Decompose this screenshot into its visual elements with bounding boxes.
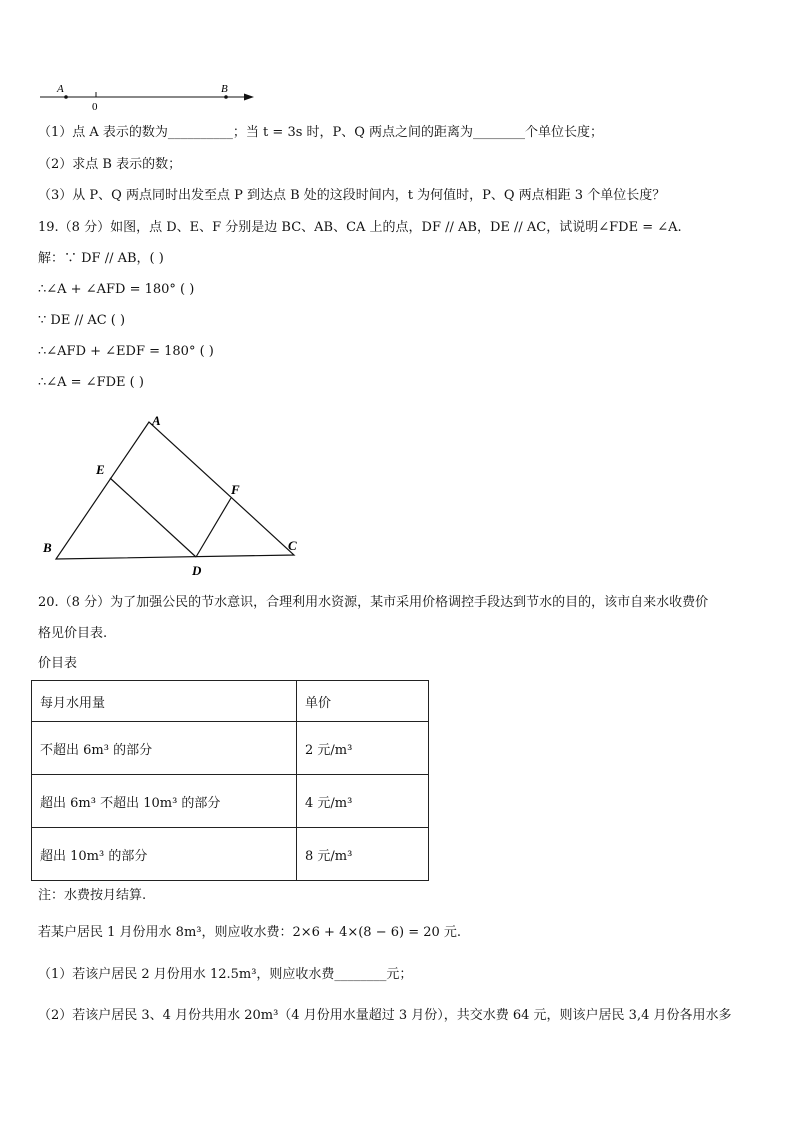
number-line-figure [30,78,270,114]
table-cell-price: 2 元/m³ [297,722,429,775]
segment-df [196,498,231,557]
q20-note: 注：水费按月结算. [38,888,147,903]
table-row [32,828,429,881]
q20-stem-line2: 格见价目表. [38,626,108,641]
label-a: A [57,83,64,95]
point-a [64,95,68,99]
table-header-price: 单价 [297,681,429,722]
q18-part1: （1）点 A 表示的数为__________；当 t = 3s 时，P、Q 两点之间的距离为________个单位长度； [38,125,604,140]
q18-part3: （3）从 P、Q 两点同时出发至点 P 到达点 B 处的这段时间内，t 为何值时，P、Q 两点相距 3 个单位长度？ [38,188,666,203]
vertex-label-a: A [152,413,161,428]
q19-stem: 19.（8 分）如图，点 D、E、F 分别是边 BC、AB、CA 上的点，DF // AB，DE // AC，试说明∠FDE = ∠A. [38,220,682,235]
table-header-row [32,681,429,722]
q19-step-4: ∴∠AFD + ∠EDF = 180° ( ) [38,344,214,359]
q19-step-5: ∴∠A = ∠FDE ( ) [38,375,144,390]
price-table [31,680,429,881]
table-row [32,775,429,828]
price-table-title: 价目表 [38,656,78,671]
table-cell-usage: 超出 6m³ 不超出 10m³ 的部分 [32,775,297,828]
table-header-usage: 每月水用量 [32,681,297,722]
vertex-label-e: E [96,462,105,477]
table-cell-usage: 不超出 6m³ 的部分 [32,722,297,775]
q20-part2: （2）若该户居民 3、4 月份共用水 20m³（4 月份用水量超过 3 月份），共交水费 64 元，则该户居民 3,4 月份各用水多 [38,1008,732,1023]
arrow-right-icon [244,94,254,101]
label-b: B [221,83,228,95]
q18-part2: （2）求点 B 表示的数； [38,157,182,172]
table-cell-usage: 超出 10m³ 的部分 [32,828,297,881]
label-zero: 0 [92,101,98,113]
q19-step-1: 解：∵ DF // AB，( ) [38,251,164,266]
vertex-label-b: B [43,540,52,555]
q20-stem-line1: 20.（8 分）为了加强公民的节水意识，合理利用水资源，某市采用价格调控手段达到节水的目的，该市自来水收费价 [38,595,709,610]
q19-step-3: ∵ DE // AC ( ) [38,313,126,328]
table-cell-price: 4 元/m³ [297,775,429,828]
vertex-label-f: F [231,482,240,497]
q20-part1: （1）若该户居民 2 月份用水 12.5m³，则应收水费________元； [38,967,413,982]
table-row [32,722,429,775]
vertex-label-d: D [192,563,202,578]
q20-example: 若某户居民 1 月份用水 8m³，则应收水费：2×6 + 4×(8 − 6) = 20 元. [38,925,462,940]
triangle-figure [30,405,320,580]
vertex-label-c: C [288,538,297,553]
table-cell-price: 8 元/m³ [297,828,429,881]
segment-ed [110,478,196,557]
point-b [224,95,228,99]
q19-step-2: ∴∠A + ∠AFD = 180° ( ) [38,282,195,297]
